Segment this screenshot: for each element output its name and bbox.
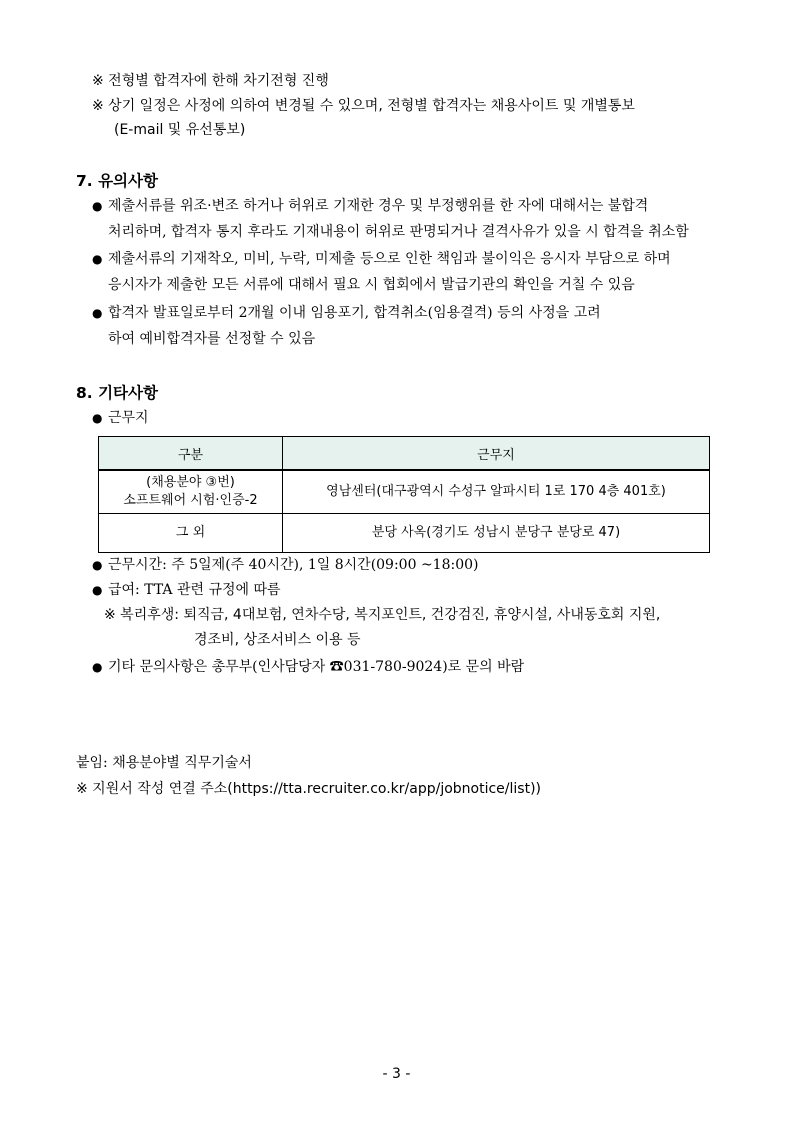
table-cell-category (99, 470, 283, 514)
section-7-item-2-cont: 응시자가 제출한 모든 서류에 대해서 필요 시 협회에서 발급기관의 확인을 거칠 수 있음 (108, 277, 635, 293)
table-header-location: 근무지 (283, 437, 710, 471)
table-header-category: 구분 (99, 437, 283, 471)
section-7-line: 합격자 발표일로부터 2개월 이내 임용포기, 합격취소(임용결격) 등의 사정을 고려 (108, 305, 601, 321)
section-7-item-3 (92, 303, 601, 323)
table-cell-location: 영남센터(대구광역시 수성구 알파시티 1로 170 4층 401호) (283, 470, 710, 514)
section-7-line: 제출서류를 위조·변조 하거나 허위로 기재한 경우 및 부정행위를 한 자에 대해서는 불합격 (108, 198, 649, 214)
working-hours (92, 555, 479, 575)
table-row (99, 514, 710, 553)
attachment-note: 붙임: 채용분야별 직무기술서 (76, 755, 252, 771)
section-7-item-1-cont: 처리하며, 합격자 통지 후라도 기재내용이 허위로 판명되거나 결격사유가 있을 시 합격을 취소함 (108, 224, 689, 240)
bullet-icon: ● (92, 252, 103, 266)
salary-text: 급여: TTA 관련 규정에 따름 (108, 582, 281, 598)
category-line: (채용분야 ③번) (146, 475, 235, 490)
section-7-heading: 7. 유의사항 (76, 172, 158, 190)
application-link[interactable]: ※ 지원서 작성 연결 주소(https://tta.recruiter.co.kr/app/jobnotice/list)) (76, 781, 541, 797)
inquiry (92, 657, 524, 677)
note-notification-method: (E-mail 및 유선통보) (114, 122, 246, 138)
note-schedule-change: ※ 상기 일정은 사정에 의하여 변경될 수 있으며, 전형별 합격자는 채용사이트 및 개별통보 (92, 98, 635, 114)
bullet-icon: ● (92, 660, 103, 674)
table-header-row (99, 437, 710, 471)
section-7-item-3-cont: 하여 예비합격자를 선정할 수 있음 (108, 331, 316, 347)
note-next-stage: ※ 전형별 합격자에 한해 차기전형 진행 (92, 73, 329, 89)
salary (92, 580, 281, 600)
workplace-label (92, 408, 149, 428)
workplace-table (98, 436, 710, 553)
welfare-line-2: 경조비, 상조서비스 이용 등 (194, 632, 361, 648)
bullet-icon: ● (92, 411, 103, 425)
page-number: - 3 - (382, 1066, 411, 1082)
bullet-icon: ● (92, 583, 103, 597)
section-7-line: 제출서류의 기재착오, 미비, 누락, 미제출 등으로 인한 책임과 불이익은 응시자 부담으로 하며 (108, 251, 671, 267)
bullet-icon: ● (92, 558, 103, 572)
welfare-line-1: ※ 복리후생: 퇴직금, 4대보험, 연차수당, 복지포인트, 건강검진, 휴양시설, 사내동호회 지원, (104, 607, 661, 623)
bullet-icon: ● (92, 306, 103, 320)
section-7-item-2 (92, 249, 671, 269)
workplace-label-text: 근무지 (108, 410, 149, 426)
working-hours-text: 근무시간: 주 5일제(주 40시간), 1일 8시간(09:00 ~18:00) (108, 557, 479, 573)
section-8-heading: 8. 기타사항 (76, 384, 158, 402)
bullet-icon: ● (92, 199, 103, 213)
table-cell-category: 그 외 (99, 514, 283, 553)
table-row (99, 470, 710, 514)
inquiry-text: 기타 문의사항은 총무부(인사담당자 ☎031-780-9024)로 문의 바람 (108, 659, 525, 675)
category-line: 소프트웨어 시험·인증-2 (123, 493, 258, 508)
table-cell-location: 분당 사옥(경기도 성남시 분당구 분당로 47) (283, 514, 710, 553)
section-7-item-1 (92, 196, 648, 216)
